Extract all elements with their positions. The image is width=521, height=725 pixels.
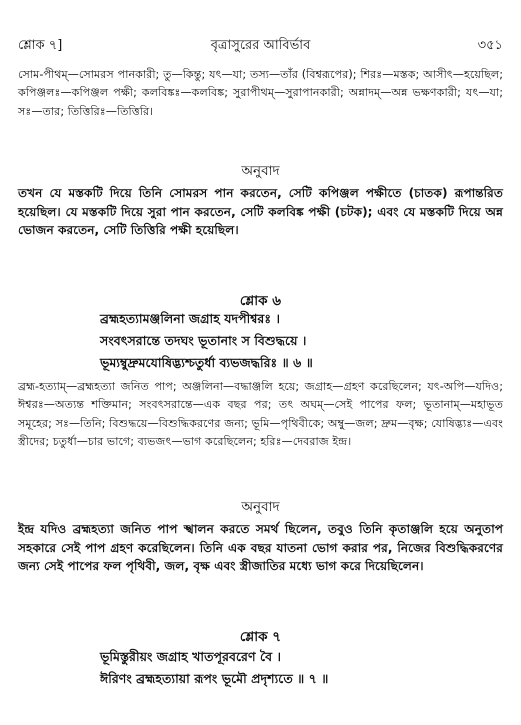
header-chapter-title: বৃত্রাসুরের আবির্ভাব xyxy=(210,38,311,53)
page-header xyxy=(18,36,503,58)
synonyms-top: সোম-পীথম্—সোমরস পানকারী; তু—কিন্তু; যৎ—যা; তস্য—তাঁর (বিশ্বরূপের); শিরঃ—মস্তক; আসীৎ—হয়েছিল; কপিঞ্জলঃ—কপিঞ্জল পক্ষী; কলবিঙ্কঃ—কলবিঙ্ক; সুরাপীথম্—সুরাপানকারী; অন্নাদম্—অন্ন ভক্ষণকারী; যৎ—যা; সঃ—তার; তিত্তিরিঃ—তিত্তিরি। xyxy=(18,68,503,118)
verse-6-line: ব্রহ্মহত্যামঞ্জলিনা জগ্রাহ যদপীশ্বরঃ । xyxy=(100,311,280,326)
synonyms-6: ব্রহ্ম-হত্যাম্—ব্রহ্মহত্যা জনিত পাপ; অঞ্জলিনা—বদ্ধাঞ্জলি হয়ে; জগ্রাহ—গ্রহণ করেছিলেন; যৎ-অপি—যদিও; ঈশ্বরঃ—অত্যন্ত শক্তিমান; সংবৎসরান্তে—এক বছর পর; তৎ অঘম্—সেই পাপের ফল; ভূতানাম্—মহাভূত সমূহের; সঃ—তিনি; বিশুদ্ধয়ে—বিশুদ্ধিকরণের জন্য; ভূমি—পৃথিবীকে; অম্বু—জল; দ্রুম—বৃক্ষ; যোষিদ্ভ্যঃ—এবং স্ত্রীদের; চতুর্ধা—চার ভাগে; ব্যভজৎ—ভাগ করেছিলেন; হরিঃ—দেবরাজ ইন্দ্র। xyxy=(18,380,503,449)
verse-7-text xyxy=(18,646,503,690)
translation-1: তখন যে মস্তকটি দিয়ে তিনি সোমরস পান করতেন, সেটি কপিঞ্জল পক্ষীতে (চাতক) রূপান্তরিত হয়েছিল। যে মস্তকটি দিয়ে সুরা পান করতেন, সেটি কলবিঙ্ক পক্ষী (চটক); এবং যে মস্তকটি দিয়ে অন্ন ভোজন করতেন, সেটি তিত্তিরি পক্ষী হয়েছিল। xyxy=(18,186,503,238)
header-page-number: ৩৫১ xyxy=(477,38,503,53)
translation-2: ইন্দ্র যদিও ব্রহ্মহত্যা জনিত পাপ স্খালন করতে সমর্থ ছিলেন, তবুও তিনি কৃতাঞ্জলি হয়ে অনুতাপ সহকারে সেই পাপ গ্রহণ করেছিলেন। তিনি এক বছর যাতনা ভোগ করার পর, নিজের বিশুদ্ধিকরণের জন্য সেই পাপের ফল পৃথিবী, জল, বৃক্ষ এবং স্ত্রীজাতির মধ্যে ভাগ করে দিয়েছিলেন। xyxy=(18,522,503,574)
translation-heading-2: অনুবাদ xyxy=(241,499,280,515)
verse-6-text xyxy=(18,308,503,374)
translation-heading-1: অনুবাদ xyxy=(241,163,280,179)
verse-7-title: শ্লোক ৭ xyxy=(239,629,282,645)
verse-7-line: ভূমিস্তুরীয়ং জগ্রাহ খাতপূরবরেণ বৈ । xyxy=(100,649,281,664)
verse-6-line: সংবৎসরান্তে তদঘং ভূতানাং স বিশুদ্ধয়ে । xyxy=(100,333,307,348)
header-verse-ref: শ্লোক ৭] xyxy=(18,38,63,53)
verse-6-line: ভূম্যম্বুদ্রুমযোষিদ্ভ্যশ্চতুর্ধা ব্যভজদ্ধরিঃ ॥ ৬ ॥ xyxy=(100,355,313,370)
verse-7-line: ঈরিণং ব্রহ্মহত্যায়া রূপং ভূমৌ প্রদৃশ্যতে ॥ ৭ ॥ xyxy=(100,671,329,686)
verse-6-title: শ্লোক ৬ xyxy=(239,293,282,309)
